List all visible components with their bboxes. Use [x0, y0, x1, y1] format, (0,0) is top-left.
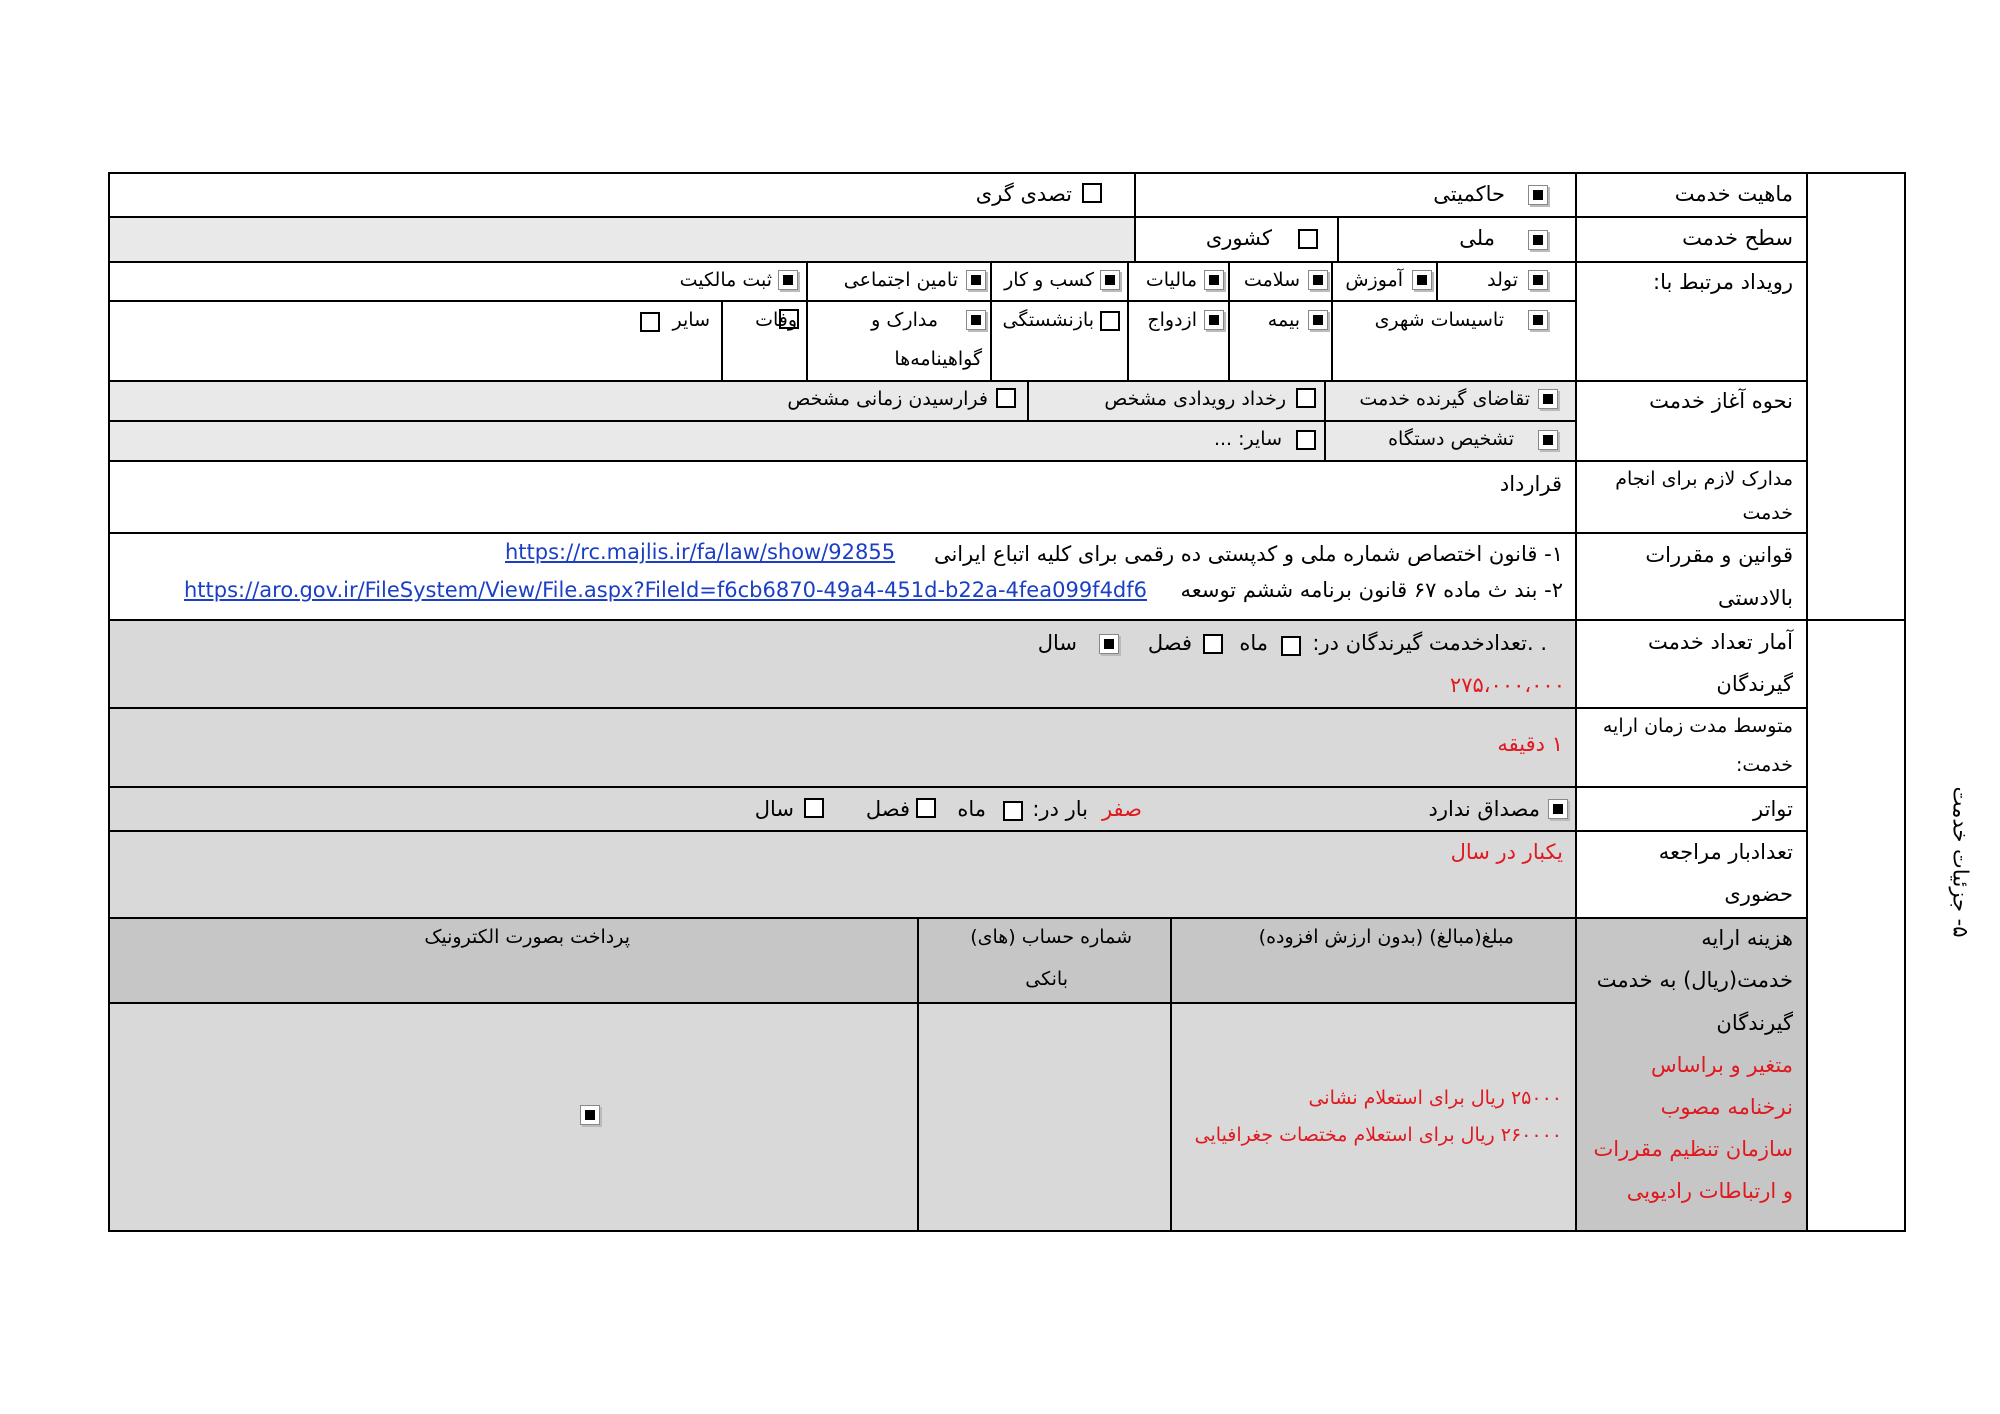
law-item-2-text: ۲- بند ث ماده ۶۷ قانون برنامه ششم توسعه	[1180, 578, 1563, 602]
cost-col-amount: مبلغ(مبالغ) (بدون ارزش افزوده)	[1258, 926, 1514, 948]
cost-note-4: و ارتباطات رادیویی	[1626, 1179, 1793, 1203]
cost-epay-checkbox[interactable]	[580, 1105, 600, 1125]
value-column-divider	[1575, 172, 1577, 1232]
start-system-label: تشخیص دستگاه	[1388, 428, 1514, 450]
event-birth-checkbox[interactable]	[1528, 270, 1548, 290]
cost-col-epay: پرداخت بصورت الکترونیک	[424, 926, 630, 948]
label-visits-2: حضوری	[1724, 882, 1793, 906]
frequency-na-checkbox[interactable]	[1548, 799, 1568, 819]
label-nature: ماهیت خدمت	[1674, 182, 1793, 206]
event-docs-label-1: مدارک و	[871, 309, 938, 331]
level-national-label: ملی	[1459, 226, 1495, 250]
cell-divider	[917, 917, 919, 1230]
row-line	[108, 619, 1906, 621]
label-duration-2: خدمت:	[1736, 754, 1793, 776]
start-system-checkbox[interactable]	[1538, 430, 1558, 450]
cost-note-3: سازمان تنظیم مقررات	[1593, 1137, 1793, 1161]
row-line	[108, 300, 1577, 302]
stats-year-checkbox[interactable]	[1099, 634, 1119, 654]
event-docs-label-2: گواهینامه‌ها	[894, 348, 982, 370]
cost-note-1: متغیر و براساس	[1650, 1053, 1793, 1077]
cell-divider	[1337, 216, 1339, 262]
event-business-checkbox[interactable]	[1100, 270, 1120, 290]
start-time-checkbox[interactable]	[996, 388, 1016, 408]
cell-divider	[1170, 917, 1172, 1230]
event-death-label: وفات	[755, 309, 797, 331]
row-line	[108, 1002, 1577, 1004]
event-business-label: کسب و کار	[1004, 269, 1094, 291]
visits-value: یکبار در سال	[1450, 840, 1563, 864]
start-request-label: تقاضای گیرنده خدمت	[1359, 388, 1530, 410]
start-event-label: رخداد رویدادی مشخص	[1104, 388, 1286, 410]
event-urban-label: تاسیسات شهری	[1374, 309, 1504, 331]
frequency-zero: صفر	[1101, 797, 1142, 821]
event-education-checkbox[interactable]	[1412, 270, 1432, 290]
law-item-1-text: ۱- قانون اختصاص شماره ملی و کدپستی ده رقمی برای کلیه اتباع ایرانی	[933, 542, 1563, 566]
row-line	[108, 830, 1808, 832]
event-social-security-label: تامین اجتماعی	[843, 269, 958, 291]
cost-amount-2: ۲۶۰۰۰۰ ریال برای استعلام مختصات جغرافیایی	[1194, 1124, 1562, 1146]
frame-top	[108, 172, 1906, 174]
label-cost-3: گیرندگان	[1716, 1011, 1793, 1035]
label-cost-1: هزینه ارایه	[1701, 926, 1793, 950]
start-event-checkbox[interactable]	[1296, 388, 1316, 408]
cost-col-account-1: شماره حساب (های)	[970, 926, 1132, 948]
frequency-times-in: بار در:	[1032, 797, 1088, 821]
event-property-checkbox[interactable]	[778, 270, 798, 290]
label-column-divider	[1806, 172, 1808, 1232]
stats-prefix: . .تعدادخدمت گیرندگان در:	[1312, 631, 1547, 655]
frequency-month-label: ماه	[957, 797, 986, 821]
cell-divider	[1324, 380, 1326, 461]
law-item-1-link[interactable]: https://rc.majlis.ir/fa/law/show/92855	[505, 540, 896, 564]
event-retirement-label: بازنشستگی	[1002, 309, 1094, 331]
event-urban-checkbox[interactable]	[1528, 310, 1548, 330]
cost-col-account-2: بانکی	[1025, 968, 1068, 990]
row-line	[108, 532, 1808, 534]
event-health-checkbox[interactable]	[1308, 270, 1328, 290]
start-time-label: فرارسیدن زمانی مشخص	[787, 388, 988, 410]
label-laws-2: بالادستی	[1717, 586, 1793, 610]
stats-value: ۲۷۵،۰۰۰،۰۰۰	[1449, 673, 1565, 697]
event-marriage-label: ازدواج	[1147, 309, 1197, 331]
nature-entrepreneurial-checkbox[interactable]	[1082, 183, 1102, 203]
cell-divider	[1436, 261, 1438, 301]
label-docs-1: مدارک لازم برای انجام	[1615, 468, 1793, 490]
nature-sovereign-label: حاکمیتی	[1433, 182, 1505, 206]
stats-season-checkbox[interactable]	[1203, 634, 1223, 654]
cell-divider	[1134, 172, 1136, 262]
event-marriage-checkbox[interactable]	[1204, 310, 1224, 330]
event-docs-checkbox[interactable]	[966, 310, 986, 330]
frame-right	[1904, 172, 1906, 1232]
start-other-label: سایر: ...	[1213, 428, 1282, 450]
stats-month-checkbox[interactable]	[1281, 636, 1301, 656]
row-line	[108, 786, 1808, 788]
level-row-bg	[110, 218, 1134, 262]
row-line	[108, 917, 1808, 919]
cost-amount-1: ۲۵۰۰۰ ریال برای استعلام نشانی	[1308, 1087, 1562, 1109]
event-birth-label: تولد	[1487, 269, 1518, 291]
label-visits-1: تعدادبار مراجعه	[1658, 840, 1793, 864]
stats-month-label: ماه	[1239, 631, 1268, 655]
label-stats-2: گیرندگان	[1716, 672, 1793, 696]
level-country-label: کشوری	[1205, 226, 1272, 250]
frequency-month-checkbox[interactable]	[1003, 801, 1023, 821]
cell-divider	[1228, 261, 1230, 381]
frequency-season-checkbox[interactable]	[916, 798, 936, 818]
event-education-label: آموزش	[1345, 269, 1403, 291]
label-laws-1: قوانین و مقررات	[1645, 543, 1793, 567]
duration-value: ۱ دقیقه	[1497, 732, 1563, 756]
row-line	[108, 420, 1577, 422]
label-events: رویداد مرتبط با:	[1653, 270, 1793, 294]
row-line	[108, 380, 1808, 382]
event-taxes-checkbox[interactable]	[1204, 270, 1224, 290]
cell-divider	[1331, 261, 1333, 381]
stats-year-label: سال	[1037, 631, 1077, 655]
frame-left	[108, 172, 110, 1232]
event-other-checkbox[interactable]	[640, 312, 660, 332]
cell-divider	[1127, 261, 1129, 381]
start-other-checkbox[interactable]	[1296, 430, 1316, 450]
frequency-season-label: فصل	[865, 797, 910, 821]
event-other-label: سایر	[672, 309, 710, 331]
label-duration-1: متوسط مدت زمان ارایه	[1602, 715, 1793, 737]
level-national-checkbox[interactable]	[1528, 230, 1548, 250]
label-level: سطح خدمت	[1682, 226, 1793, 250]
event-taxes-label: مالیات	[1145, 269, 1197, 291]
details-bg	[110, 620, 1575, 918]
frame-bottom	[108, 1230, 1906, 1232]
section-title: ۵- جزئیات خدمت	[1948, 786, 1973, 938]
label-frequency: تواتر	[1753, 797, 1793, 821]
label-docs-2: خدمت	[1742, 502, 1793, 524]
law-item-2-link[interactable]: https://aro.gov.ir/FileSystem/View/File.aspx?FileId=f6cb6870-49a4-451d-b22a-4fea099f4df6	[184, 578, 1148, 602]
event-health-label: سلامت	[1243, 269, 1300, 291]
nature-entrepreneurial-label: تصدی گری	[975, 182, 1072, 206]
label-start: نحوه آغاز خدمت	[1649, 389, 1793, 413]
cost-note-2: نرخنامه مصوب	[1660, 1095, 1793, 1119]
label-cost-2: خدمت(ریال) به خدمت	[1596, 968, 1793, 992]
frequency-year-label: سال	[754, 797, 794, 821]
label-stats-1: آمار تعداد خدمت	[1647, 630, 1793, 654]
cell-divider	[990, 261, 992, 381]
row-line	[108, 261, 1808, 263]
cell-divider	[806, 261, 808, 381]
nature-sovereign-checkbox[interactable]	[1528, 185, 1548, 205]
row-line	[108, 707, 1808, 709]
event-insurance-label: بیمه	[1267, 309, 1300, 331]
event-property-label: ثبت مالکیت	[679, 269, 772, 291]
cell-divider	[721, 300, 723, 381]
row-line	[108, 460, 1808, 462]
event-social-security-checkbox[interactable]	[966, 270, 986, 290]
docs-value: قرارداد	[1499, 472, 1562, 496]
event-insurance-checkbox[interactable]	[1308, 310, 1328, 330]
frequency-na-label: مصداق ندارد	[1428, 797, 1540, 821]
start-request-checkbox[interactable]	[1538, 389, 1558, 409]
row-line	[108, 216, 1808, 218]
cell-divider	[1027, 380, 1029, 421]
level-country-checkbox[interactable]	[1298, 229, 1318, 249]
frequency-year-checkbox[interactable]	[804, 798, 824, 818]
event-retirement-checkbox[interactable]	[1100, 311, 1120, 331]
stats-season-label: فصل	[1147, 631, 1192, 655]
